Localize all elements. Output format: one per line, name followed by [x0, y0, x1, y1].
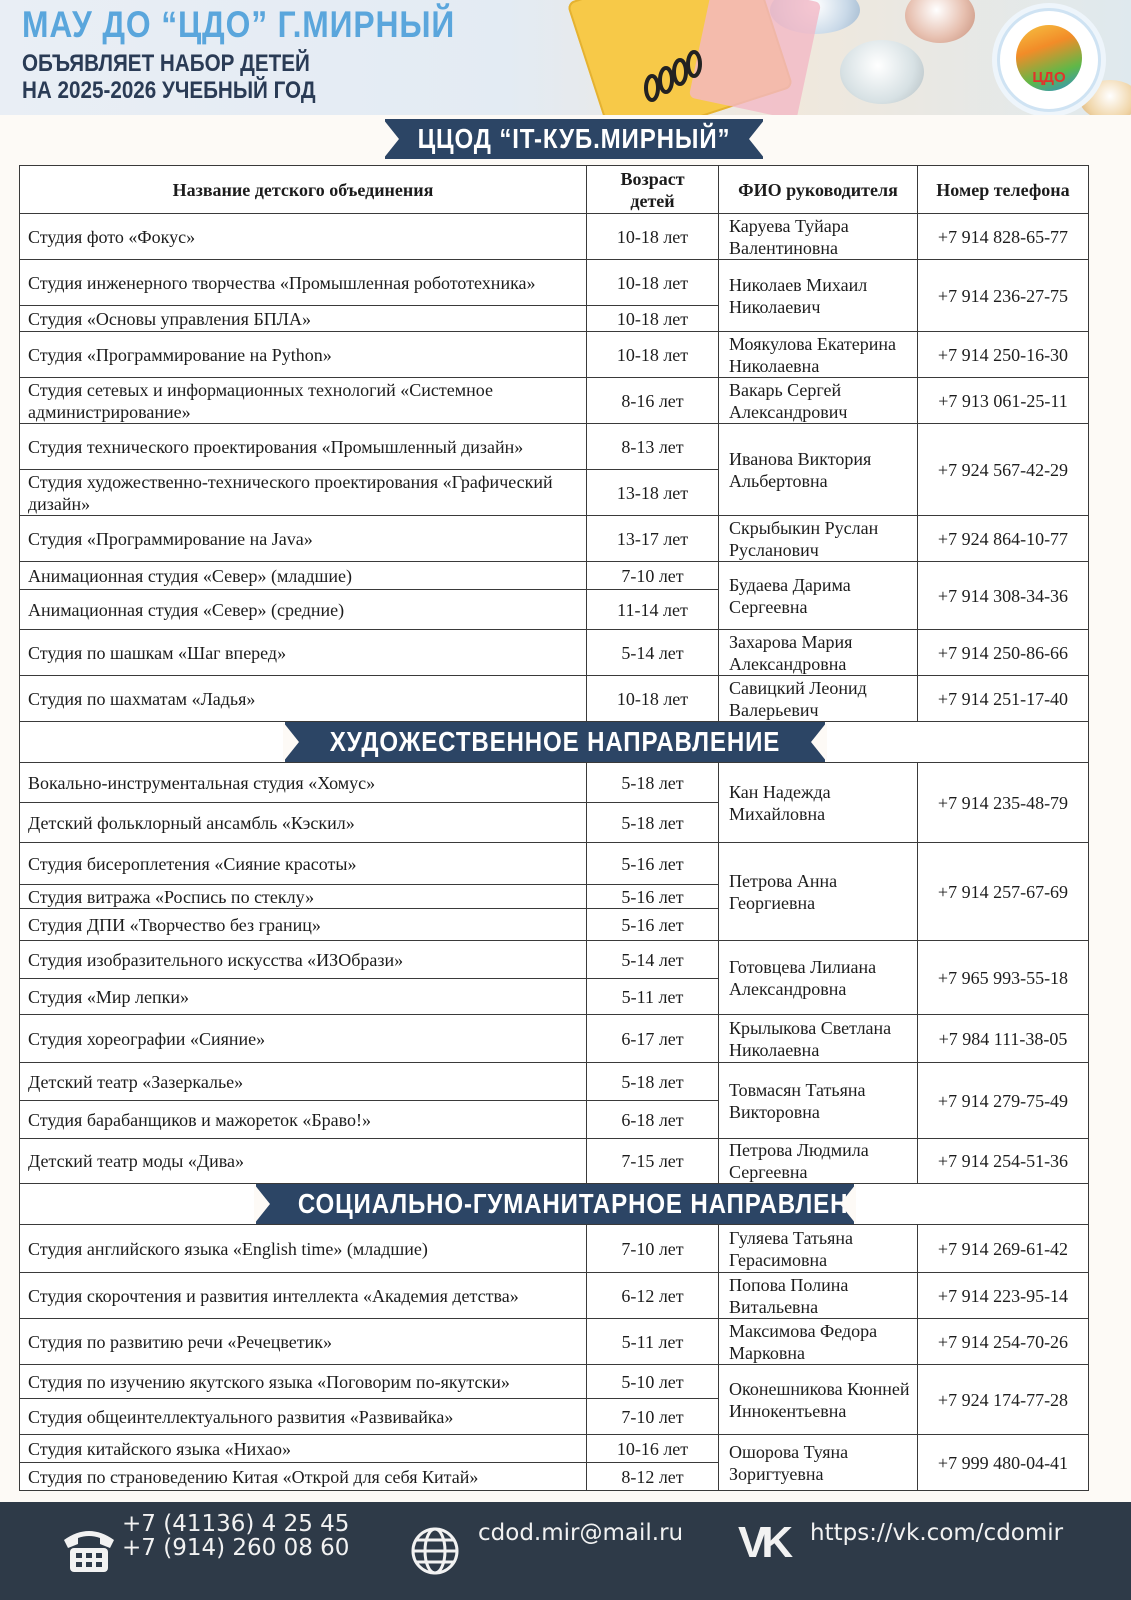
course-age: 5-11 лет [587, 1319, 719, 1365]
section-title: ЦЦОД “IT-КУБ.МИРНЫЙ” [417, 123, 731, 154]
footer-phone-1[interactable]: +7 (41136) 4 25 45 [122, 1511, 350, 1537]
course-name: Студия хореографии «Сияние» [20, 1015, 587, 1063]
course-age: 13-17 лет [587, 516, 719, 562]
leader-phone: +7 913 061-25-11 [918, 378, 1089, 424]
course-age: 13-18 лет [587, 470, 719, 516]
course-name: Студия фото «Фокус» [20, 214, 587, 260]
course-name: Студия по изучению якутского языка «Поговорим по-якутски» [20, 1365, 587, 1399]
header-title: МАУ ДО “ЦДО” Г.МИРНЫЙ [22, 4, 456, 45]
leader-name: Скрыбыкин Руслан Русланович [719, 516, 918, 562]
course-age: 7-15 лет [587, 1139, 719, 1184]
course-age: 7-10 лет [587, 562, 719, 590]
leader-phone: +7 965 993-55-18 [918, 941, 1089, 1015]
section-title: СОЦИАЛЬНО-ГУМАНИТАРНОЕ НАПРАВЛЕНИЕ [297, 1188, 883, 1219]
course-name: Вокально-инструментальная студия «Хомус» [20, 763, 587, 803]
leader-name: Петрова Анна Георгиевна [719, 843, 918, 941]
section-banner-cell [20, 1184, 1089, 1225]
course-age: 5-18 лет [587, 803, 719, 843]
course-name: Студия сетевых и информационных технологий «Системное администрирование» [20, 378, 587, 424]
header-banner [0, 0, 1131, 115]
table-row [20, 332, 1089, 378]
table-header-row [20, 166, 1089, 214]
course-name: Студия «Программирование на Java» [20, 516, 587, 562]
leader-phone: +7 999 480-04-41 [918, 1435, 1089, 1491]
leader-name: Ошорова Туяна Зоригтуевна [719, 1435, 918, 1491]
courses-table [19, 165, 1089, 1491]
leader-name: Будаева Дарима Сергеевна [719, 562, 918, 630]
leader-name: Николаев Михаил Николаевич [719, 260, 918, 332]
course-name: Студия «Программирование на Python» [20, 332, 587, 378]
leader-phone: +7 914 223-95-14 [918, 1273, 1089, 1319]
cdo-logo [997, 8, 1101, 112]
table-row [20, 1435, 1089, 1463]
subtitle-line: ОБЪЯВЛЯЕТ НАБОР ДЕТЕЙ [22, 50, 310, 77]
paint-jar-decoration [840, 40, 924, 104]
table-row [20, 424, 1089, 470]
header-subtitle [22, 50, 316, 104]
course-name: Студия бисероплетения «Сияние красоты» [20, 843, 587, 885]
section-banner-cell [20, 722, 1089, 763]
table-row [20, 1139, 1089, 1184]
globe-icon [410, 1526, 460, 1576]
subtitle-line: НА 2025-2026 УЧЕБНЫЙ ГОД [22, 77, 316, 104]
leader-phone: +7 914 308-34-36 [918, 562, 1089, 630]
course-name: Анимационная студия «Север» (младшие) [20, 562, 587, 590]
course-name: Детский фольклорный ансамбль «Кэскил» [20, 803, 587, 843]
leader-name: Кан Надежда Михайловна [719, 763, 918, 843]
table-row [20, 676, 1089, 722]
section-title: ХУДОЖЕСТВЕННОЕ НАПРАВЛЕНИЕ [329, 726, 780, 757]
course-name: Студия инженерного творчества «Промышленная робототехника» [20, 260, 587, 306]
course-age: 10-16 лет [587, 1435, 719, 1463]
course-name: Студия английского языка «English time» (младшие) [20, 1225, 587, 1273]
course-name: Студия барабанщиков и мажореток «Браво!» [20, 1101, 587, 1139]
course-age: 5-10 лет [587, 1365, 719, 1399]
course-age: 6-17 лет [587, 1015, 719, 1063]
course-age: 6-18 лет [587, 1101, 719, 1139]
leader-phone: +7 914 254-70-26 [918, 1319, 1089, 1365]
leader-phone: +7 914 235-48-79 [918, 763, 1089, 843]
column-header-age-text: Возраст детей [620, 168, 685, 211]
course-name: Студия китайского языка «Нихао» [20, 1435, 587, 1463]
column-header-age [587, 166, 719, 214]
course-age: 5-14 лет [587, 630, 719, 676]
course-age: 8-13 лет [587, 424, 719, 470]
course-name: Студия технического проектирования «Промышленный дизайн» [20, 424, 587, 470]
leader-phone: +7 914 250-16-30 [918, 332, 1089, 378]
section-banner [256, 1184, 883, 1224]
course-name: Студия «Мир лепки» [20, 979, 587, 1015]
leader-phone: +7 914 257-67-69 [918, 843, 1089, 941]
course-name: Студия ДПИ «Творчество без границ» [20, 909, 587, 941]
leader-phone: +7 924 567-42-29 [918, 424, 1089, 516]
leader-name: Савицкий Леонид Валерьевич [719, 676, 918, 722]
table-row [20, 1319, 1089, 1365]
table-row [20, 1063, 1089, 1101]
course-age: 5-16 лет [587, 909, 719, 941]
course-age: 8-12 лет [587, 1463, 719, 1491]
logo-text: ЦДО [1032, 69, 1066, 86]
vk-icon: VK [738, 1518, 788, 1567]
leader-phone: +7 914 828-65-77 [918, 214, 1089, 260]
course-age: 5-14 лет [587, 941, 719, 979]
course-age: 5-16 лет [587, 843, 719, 885]
table-row [20, 378, 1089, 424]
course-name: Анимационная студия «Север» (средние) [20, 590, 587, 630]
table-body [20, 214, 1089, 1491]
leader-phone: +7 924 864-10-77 [918, 516, 1089, 562]
course-age: 5-18 лет [587, 1063, 719, 1101]
course-name: Детский театр «Зазеркалье» [20, 1063, 587, 1101]
table-row [20, 516, 1089, 562]
course-age: 10-18 лет [587, 260, 719, 306]
course-name: Студия общеинтеллектуального развития «Развивайка» [20, 1399, 587, 1435]
column-header-phone: Номер телефона [918, 166, 1089, 214]
leader-name: Попова Полина Витальевна [719, 1273, 918, 1319]
leader-phone: +7 924 174-77-28 [918, 1365, 1089, 1435]
leader-phone: +7 914 269-61-42 [918, 1225, 1089, 1273]
table-row [20, 260, 1089, 306]
course-age: 10-18 лет [587, 306, 719, 332]
course-age: 10-18 лет [587, 676, 719, 722]
contacts-footer [0, 1502, 1131, 1600]
table-row [20, 630, 1089, 676]
leader-name: Товмасян Татьяна Викторовна [719, 1063, 918, 1139]
course-name: Студия «Основы управления БПЛА» [20, 306, 587, 332]
table-row [20, 1365, 1089, 1399]
table-row [20, 763, 1089, 803]
course-age: 6-12 лет [587, 1273, 719, 1319]
leader-phone: +7 914 236-27-75 [918, 260, 1089, 332]
leader-name: Иванова Виктория Альбертовна [719, 424, 918, 516]
table-row [20, 1273, 1089, 1319]
section-banner [385, 119, 763, 159]
table-row [20, 1015, 1089, 1063]
leader-name: Максимова Федора Марковна [719, 1319, 918, 1365]
column-header-name: Название детского объединения [20, 166, 587, 214]
course-age: 5-18 лет [587, 763, 719, 803]
leader-name: Каруева Туйара Валентиновна [719, 214, 918, 260]
leader-name: Захарова Мария Александровна [719, 630, 918, 676]
footer-email[interactable]: cdod.mir@mail.ru [478, 1520, 684, 1546]
spiral-binding-icon [640, 38, 710, 108]
course-name: Студия изобразительного искусства «ИЗОбрази» [20, 941, 587, 979]
section-banner-row [20, 1184, 1089, 1225]
phone-icon [60, 1518, 118, 1576]
course-name: Студия по развитию речи «Речецветик» [20, 1319, 587, 1365]
leader-phone: +7 914 251-17-40 [918, 676, 1089, 722]
course-age: 8-16 лет [587, 378, 719, 424]
course-name: Студия по страноведению Китая «Открой для себя Китай» [20, 1463, 587, 1491]
leader-phone: +7 914 279-75-49 [918, 1063, 1089, 1139]
footer-phone-2[interactable]: +7 (914) 260 08 60 [122, 1535, 350, 1561]
leader-name: Готовцева Лилиана Александровна [719, 941, 918, 1015]
leader-phone: +7 984 111-38-05 [918, 1015, 1089, 1063]
course-name: Студия витража «Роспись по стеклу» [20, 885, 587, 909]
course-name: Студия скорочтения и развития интеллекта «Академия детства» [20, 1273, 587, 1319]
course-name: Детский театр моды «Дива» [20, 1139, 587, 1184]
section-banner [285, 722, 825, 762]
leader-name: Оконешникова Кюнней Иннокентьевна [719, 1365, 918, 1435]
course-name: Студия художественно-технического проектирования «Графический дизайн» [20, 470, 587, 516]
table-row [20, 843, 1089, 885]
leader-name: Моякулова Екатерина Николаевна [719, 332, 918, 378]
course-age: 7-10 лет [587, 1399, 719, 1435]
leader-phone: +7 914 254-51-36 [918, 1139, 1089, 1184]
column-header-leader: ФИО руководителя [719, 166, 918, 214]
course-age: 11-14 лет [587, 590, 719, 630]
leader-phone: +7 914 250-86-66 [918, 630, 1089, 676]
leader-name: Вакарь Сергей Александрович [719, 378, 918, 424]
course-age: 10-18 лет [587, 332, 719, 378]
course-age: 10-18 лет [587, 214, 719, 260]
section-banner-row [20, 722, 1089, 763]
paint-jar-decoration [905, 0, 975, 43]
table-row [20, 1225, 1089, 1273]
course-age: 7-10 лет [587, 1225, 719, 1273]
table-row [20, 214, 1089, 260]
course-age: 5-16 лет [587, 885, 719, 909]
course-name: Студия по шахматам «Ладья» [20, 676, 587, 722]
leader-name: Петрова Людмила Сергеевна [719, 1139, 918, 1184]
course-age: 5-11 лет [587, 979, 719, 1015]
leader-name: Крылыкова Светлана Николаевна [719, 1015, 918, 1063]
table-row [20, 562, 1089, 590]
course-name: Студия по шашкам «Шаг вперед» [20, 630, 587, 676]
footer-vk-link[interactable]: https://vk.com/cdomir [810, 1520, 1064, 1546]
table-row [20, 941, 1089, 979]
leader-name: Гуляева Татьяна Герасимовна [719, 1225, 918, 1273]
